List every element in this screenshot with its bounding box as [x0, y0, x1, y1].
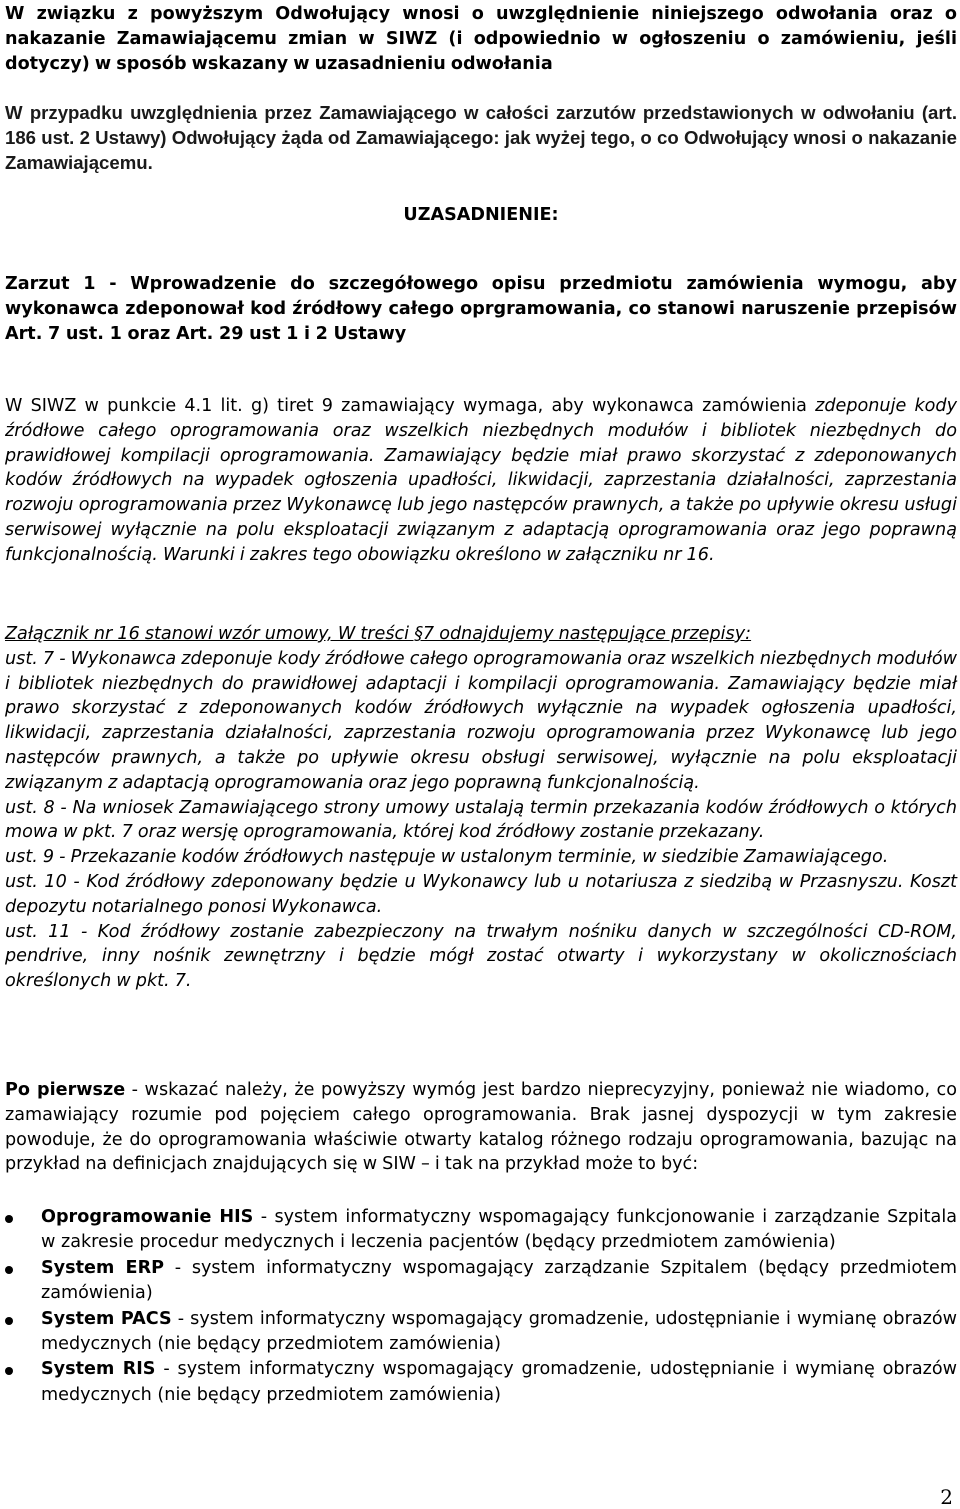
- system-name: System RIS: [41, 1359, 156, 1380]
- page-number: 2: [940, 1485, 953, 1509]
- first-point-paragraph: [5, 1078, 957, 1177]
- system-name: System PACS: [41, 1308, 172, 1329]
- first-point-lead: Po pierwsze: [5, 1080, 126, 1100]
- section-heading: UZASADNIENIE:: [403, 205, 559, 225]
- charge-paragraph: Zarzut 1 - Wprowadzenie do szczegółowego opisu przedmiotu zamówienia wymogu, aby wykonawca zdeponował kod źródłowy całego oprgramowania, co stanowi naruszenie przepisów Art. 7 ust. 1 oraz Art. 29 ust 1 i 2 Ustawy: [5, 274, 957, 344]
- annex-intro: Załącznik nr 16 stanowi wzór umowy, W treści §7 odnajdujemy następujące przepisy:: [5, 624, 752, 644]
- siwz-plain-text: W SIWZ w punkcie 4.1 lit. g) tiret 9 zamawiający wymaga, aby wykonawca zamówienia: [5, 396, 807, 416]
- first-point-text: - wskazać należy, że powyższy wymóg jest bardzo nieprecyzyjny, ponieważ nie wiadomo, co zamawiający rozumie pod pojęciem całego oprogramowania. Brak jasnej dyspozycji w tym zakresie powoduje, że do oprogramowania właściwie otwarty katalog różnego rodzaju oprogramowania, bazując na przykład na definicjach znajdujących się w SIW – i tak na przykład może to być:: [5, 1080, 957, 1175]
- system-name: Oprogramowanie HIS: [41, 1207, 254, 1227]
- siwz-paragraph: [5, 394, 957, 568]
- case-paragraph: W przypadku uwzględnienia przez Zamawiającego w całości zarzutów przedstawionych w odwołaniu (art. 186 ust. 2 Ustawy) Odwołujący żąda od Zamawiającego: jak wyżej tego, o co Odwołujący wnosi o nakazanie Zamawiającemu.: [5, 102, 957, 174]
- list-item: [5, 1256, 957, 1307]
- annex-ust-9: ust. 9 - Przekazanie kodów źródłowych następuje w ustalonym terminie, w siedzibie Zamawiającego.: [5, 847, 889, 868]
- system-desc: - system informatyczny wspomagający funkcjonowanie i zarządzanie Szpitala w zakresie procedur medycznych i leczenia pacjentów (będący przedmiotem zamówienia): [41, 1207, 957, 1253]
- bullet-icon: [5, 1367, 13, 1375]
- system-desc: - system informatyczny wspomagający gromadzenie, udostępnianie i wymianę obrazów medycznych (nie będący przedmiotem zamówienia): [41, 1308, 957, 1355]
- list-item: [5, 1205, 957, 1256]
- system-name: System ERP: [41, 1257, 165, 1278]
- annex-ust-8: ust. 8 - Na wniosek Zamawiającego strony umowy ustalają termin przekazania kodów źródłowych o których mowa w pkt. 7 oraz wersję oprogramowania, której kod źródłowy zostanie przekazany.: [5, 797, 957, 843]
- bullet-icon: [5, 1266, 13, 1274]
- annex-block: [5, 622, 957, 994]
- system-desc: - system informatyczny wspomagający gromadzenie, udostępnianie i wymianę obrazów medycznych (nie będący przedmiotem zamówienia): [41, 1359, 957, 1405]
- bullet-icon: [5, 1317, 13, 1325]
- list-item: [5, 1357, 957, 1408]
- annex-ust-11: ust. 11 - Kod źródłowy zostanie zabezpieczony na trwałym nośniku danych w szczególności CD-ROM, pendrive, inny nośnik zewnętrzny i będzie mógł zostać otwarty i wykorzystany w okolicznościach określonych w pkt. 7.: [5, 921, 957, 992]
- request-paragraph: W związku z powyższym Odwołujący wnosi o uwzględnienie niniejszego odwołania oraz o nakazanie Zamawiającemu zmian w SIWZ (i odpowiednio w ogłoszeniu o zamówieniu, jeśli dotyczy) w sposób wskazany w uzasadnieniu odwołania: [5, 4, 957, 74]
- annex-ust-7: ust. 7 - Wykonawca zdeponuje kody źródłowe całego oprogramowania oraz wszelkich niezbędnych modułów i bibliotek niezbędnych do prawidłowej adaptacji i kompilacji oprogramowania. Zamawiający będzie miał prawo skorzystać z zdeponowanych kodów źródłowych wyłącznie na wypadek ogłoszenia upadłości, likwidacji, zaprzestania działalności, zaprzestania rozwoju oprogramowania przez Wykonawcę lub jego następców prawnych, a także po upływie okresu obsługi serwisowej, wyłącznie na polu eksploatacji związanym z adaptacją oprogramowania oraz jego poprawną funkcjonalnością.: [5, 648, 957, 793]
- system-desc: - system informatyczny wspomagający zarządzanie Szpitalem (będący przedmiotem zamówienia): [41, 1257, 957, 1304]
- bullet-icon: [5, 1215, 13, 1223]
- list-item: [5, 1307, 957, 1358]
- siwz-italic-text: zdeponuje kody źródłowe całego oprogramowania oraz wszelkich niezbędnych modułów i bibliotek niezbędnych do prawidłowej kompilacji oprogramowania. Zamawiający będzie miał prawo skorzystać z zdeponowanych kodów źródłowych na wypadek ogłoszenia upadłości, likwidacji, zaprzestania działalności, zaprzestania rozwoju oprogramowania przez Wykonawcę lub jego następców prawnych, a także po upływie okresu usługi serwisowej wyłącznie na polu eksploatacji związanym z adaptacją oprogramowania oraz jego poprawną funkcjonalnością. Warunki i zakres tego obowiązku określono w załączniku nr 16.: [5, 396, 957, 565]
- systems-list: [5, 1205, 957, 1408]
- annex-ust-10: ust. 10 - Kod źródłowy zdeponowany będzie u Wykonawcy lub u notariusza z siedzibą w Przasnyszu. Koszt depozytu notarialnego ponosi Wykonawca.: [5, 871, 957, 917]
